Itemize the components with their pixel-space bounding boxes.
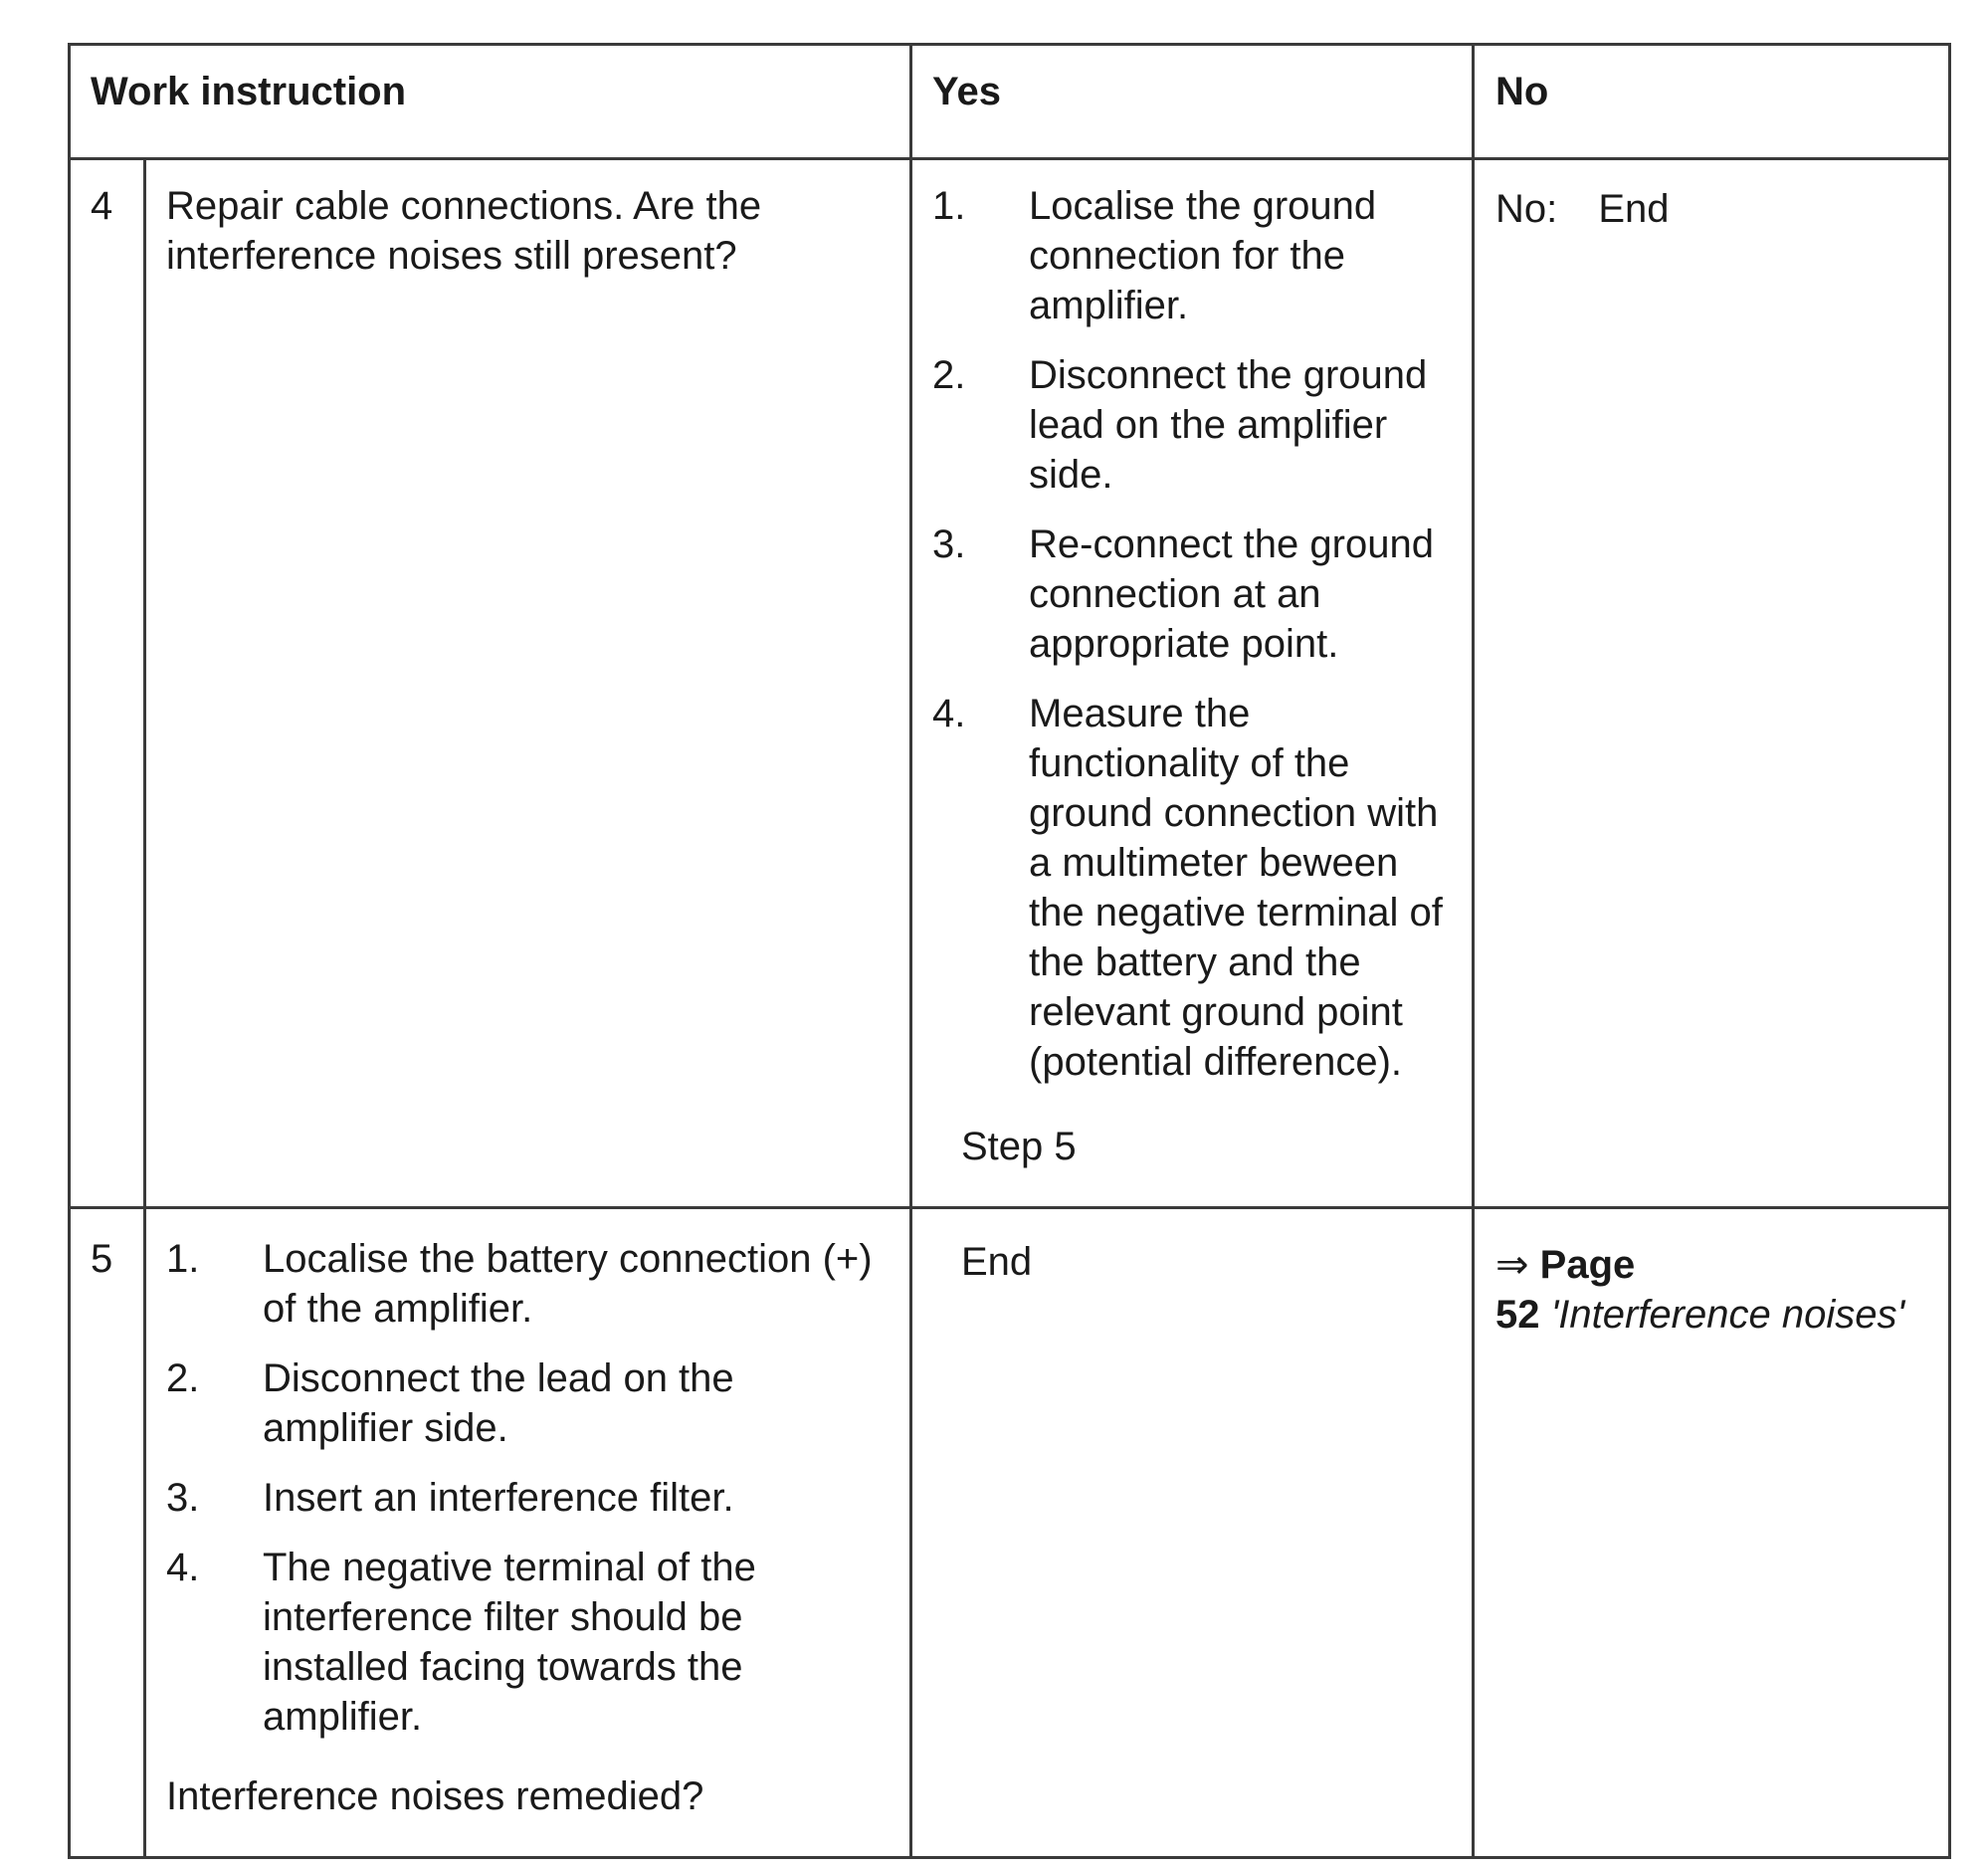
no-value: End — [1598, 187, 1670, 231]
table-border-top — [68, 43, 1951, 46]
header-work-instruction: Work instruction — [91, 70, 407, 113]
text-line: ground connection with — [1029, 791, 1439, 835]
page-number: 52 — [1495, 1293, 1540, 1337]
table-border-bottom — [68, 1856, 1951, 1859]
text-line: amplifier side. — [263, 1406, 508, 1450]
yes-column-divider — [909, 43, 912, 1859]
list-number: 1. — [166, 1237, 200, 1281]
page-word: Page — [1539, 1243, 1636, 1287]
text-line: (potential difference). — [1029, 1040, 1403, 1084]
text-line: connection at an — [1029, 572, 1321, 616]
text-line: Disconnect the ground — [1029, 353, 1428, 397]
text-line: installed facing towards the — [263, 1645, 743, 1689]
text-line: Localise the ground — [1029, 184, 1377, 228]
reference-title: 'Interference noises' — [1550, 1293, 1905, 1337]
text-line: functionality of the — [1029, 741, 1350, 785]
no-column-divider — [1472, 43, 1475, 1859]
instruction-text — [166, 181, 761, 281]
instruction-question: Interference noises remedied? — [166, 1774, 704, 1818]
list-number: 1. — [932, 184, 966, 228]
text-line: The negative terminal of the — [263, 1546, 756, 1589]
arrow-icon: ⇒ — [1495, 1243, 1529, 1287]
text-line: side. — [1029, 453, 1113, 497]
text-line: interference filter should be — [263, 1595, 743, 1639]
text-line: Insert an interference filter. — [263, 1476, 734, 1520]
no-result — [1495, 184, 1670, 234]
text-line: amplifier. — [263, 1695, 423, 1739]
text-line: the battery and the — [1029, 940, 1361, 984]
text-line: relevant ground point — [1029, 990, 1403, 1034]
text-line: lead on the amplifier — [1029, 403, 1388, 447]
list-number: 3. — [166, 1476, 200, 1520]
text-line: Disconnect the lead on the — [263, 1356, 734, 1400]
yes-next-step: Step 5 — [961, 1125, 1077, 1168]
list-number: 2. — [932, 353, 966, 397]
list-item — [166, 1353, 902, 1453]
text-line: Localise the battery connection (+) — [263, 1237, 873, 1281]
yes-steps-list — [932, 181, 1460, 1107]
step-number: 5 — [91, 1237, 113, 1281]
header-no: No — [1495, 70, 1549, 113]
text-line: amplifier. — [1029, 284, 1189, 327]
list-number: 3. — [932, 522, 966, 566]
list-item — [932, 519, 1460, 669]
list-number: 4. — [932, 692, 966, 735]
list-item — [166, 1543, 902, 1742]
table-border-right — [1948, 43, 1951, 1859]
text-line: a multimeter beween — [1029, 841, 1399, 885]
no-label: No: — [1495, 187, 1558, 231]
list-item — [932, 689, 1460, 1087]
list-item — [166, 1234, 902, 1334]
list-item — [166, 1473, 902, 1523]
text-line: the negative terminal of — [1029, 891, 1443, 934]
page-reference-link[interactable] — [1495, 1240, 1943, 1340]
list-item — [932, 350, 1460, 500]
step-number-divider — [143, 157, 146, 1859]
row-divider — [68, 1206, 1951, 1209]
table-border-left — [68, 43, 71, 1859]
list-number: 2. — [166, 1356, 200, 1400]
step-number: 4 — [91, 184, 113, 228]
text-line: interference noises still present? — [166, 234, 737, 278]
text-line: Repair cable connections. Are the — [166, 184, 762, 228]
text-line: appropriate point. — [1029, 622, 1339, 666]
yes-result: End — [961, 1240, 1033, 1284]
text-line: Re-connect the ground — [1029, 522, 1434, 566]
header-yes: Yes — [932, 70, 1001, 113]
text-line: connection for the — [1029, 234, 1345, 278]
text-line: Measure the — [1029, 692, 1251, 735]
instruction-steps-list — [166, 1234, 902, 1762]
text-line: of the amplifier. — [263, 1287, 533, 1331]
header-divider — [68, 157, 1951, 160]
list-item — [932, 181, 1460, 330]
list-number: 4. — [166, 1546, 200, 1589]
